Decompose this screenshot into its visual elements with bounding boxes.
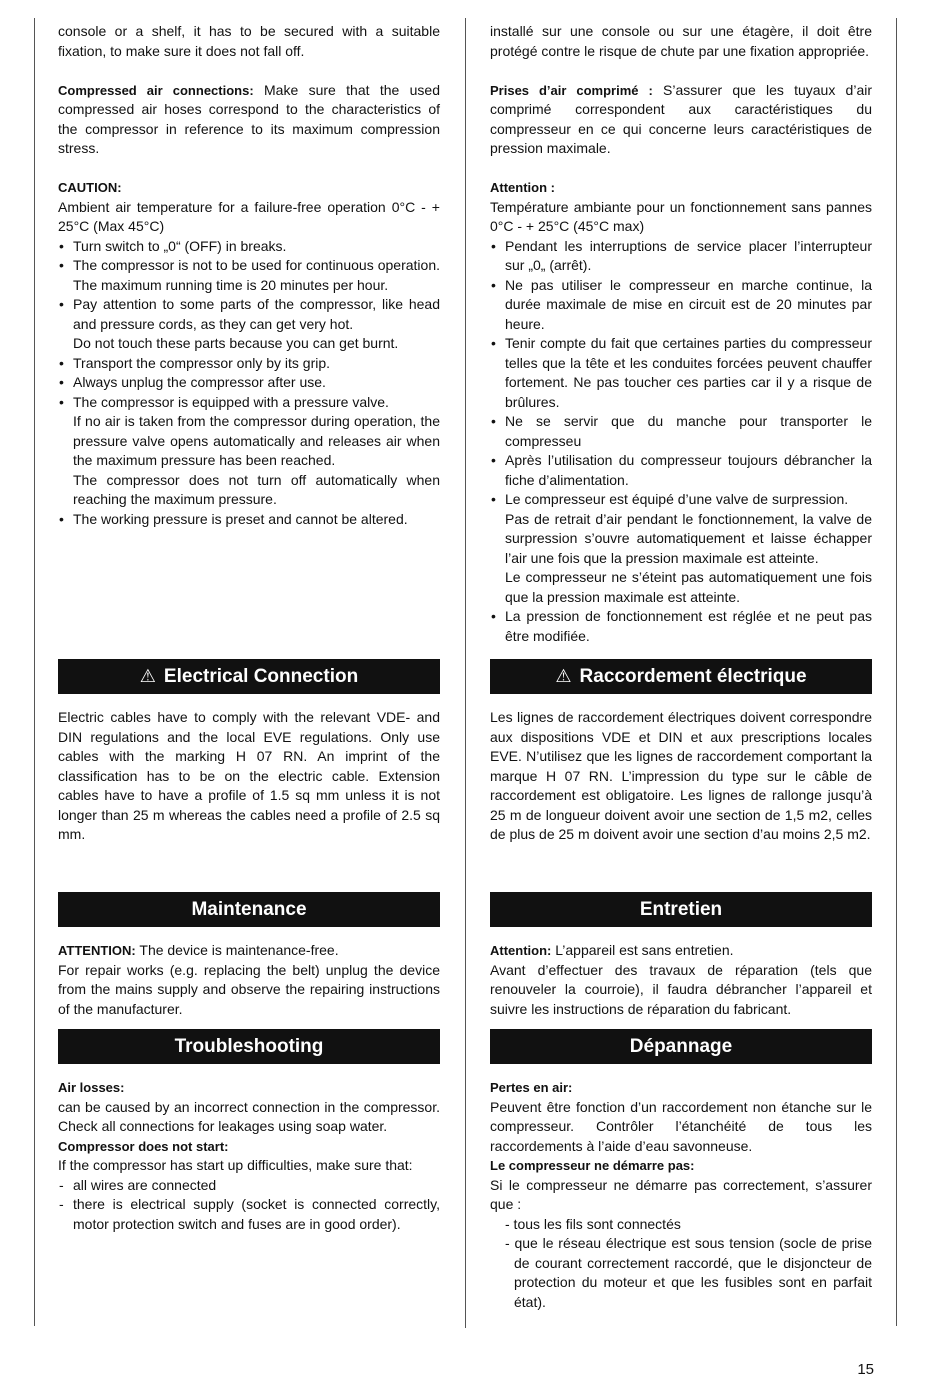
troubleshooting-heading: Troubleshooting [58, 1029, 440, 1064]
list-item: - there is electrical supply (socket is connected correctly, motor protection switch and fuses are in good order). [58, 1195, 440, 1234]
list-item: • Pay attention to some parts of the compressor, like head and pressure cords, as they can get very hot. Do not touch these parts because you can get burnt. [58, 295, 440, 354]
list-item: • Tenir compte du fait que certaines parties du compresseur telles que la tête et les conduites forcées peuvent chauffer fortement. Ne pas toucher ces parties car il y a risque de brûlures. [490, 334, 872, 412]
air-connections-label: Prises d’air comprimé : [490, 82, 653, 98]
list-item: • Après l’utilisation du compresseur toujours débrancher la fiche d’alimentation. [490, 451, 872, 490]
entretien-section [490, 941, 872, 1019]
caution-label: Attention : [490, 180, 555, 195]
caution-list [490, 237, 872, 647]
list-item: • The working pressure is preset and cannot be altered. [58, 510, 440, 530]
list-item: • The compressor is not to be used for continuous operation. The maximum running time is 20 minutes per hour. [58, 256, 440, 295]
raccordement-electrique-heading: ⚠ Raccordement électrique [490, 659, 872, 694]
electrical-connection-section [58, 708, 440, 845]
entretien-heading: Entretien [490, 892, 872, 927]
french-safety-section [490, 22, 872, 646]
warning-triangle-icon: ⚠ [555, 666, 572, 686]
raccordement-electrique-section [490, 708, 872, 845]
no-start-list [58, 1176, 440, 1235]
page-number: 15 [857, 1361, 874, 1378]
caution-label: CAUTION: [58, 180, 122, 195]
list-item: • Turn switch to „0“ (OFF) in breaks. [58, 237, 440, 257]
list-item: • La pression de fonctionnement est réglée et ne peut pas être modifiée. [490, 607, 872, 646]
air-connections-paragraph: Compressed air connections: Make sure that the used compressed air hoses correspond to the characteristics of the compressor in reference to its maximum compression stress. [58, 81, 440, 156]
center-column-rule [465, 18, 466, 1328]
list-item: • Ne pas utiliser le compresseur en marche continue, la durée maximale de mise en circuit est de 20 minutes par heure. [490, 276, 872, 335]
air-losses-text: can be caused by an incorrect connection in the compressor. Check all connections for leakages using soap water. [58, 1098, 440, 1134]
air-connections-paragraph: Prises d’air comprimé : S’assurer que les tuyaux d’air comprimé correspondent aux caractéristiques du compresseur en ce qui concerne leurs caractéristiques de pression maximale. [490, 81, 873, 156]
left-margin-rule [34, 18, 35, 1326]
list-item: - tous les fils sont connectés [505, 1215, 681, 1232]
maintenance-attention: ATTENTION: The device is maintenance-free. [58, 942, 339, 958]
list-item: • Transport the compressor only by its grip. [58, 354, 440, 374]
maintenance-text: Avant d’effectuer des travaux de réparation (tels que renouveler la courroie), il faudra débrancher l’appareil et suivre les instructions de réparation du fabricant. [490, 961, 872, 1017]
right-margin-rule [896, 18, 897, 1326]
caution-text: Température ambiante pour un fonctionnement sans pannes 0°C - + 25°C (45°C max) [490, 198, 872, 234]
intro-text: console or a shelf, it has to be secured with a suitable fixation, to make sure it does not fall off. [58, 23, 440, 59]
no-start-label: Le compresseur ne démarre pas: [490, 1158, 695, 1173]
air-losses-text: Peuvent être fonction d’un raccordement non étanche sur le compresseur. Contrôler l’étanchéité de tous les raccordements à l’aide d’eau savonneuse. [490, 1098, 872, 1154]
maintenance-heading: Maintenance [58, 892, 440, 927]
maintenance-text: For repair works (e.g. replacing the belt) unplug the device from the mains supply and observe the repairing instructions of the manufacturer. [58, 961, 440, 1017]
warning-triangle-icon: ⚠ [139, 666, 156, 686]
no-start-label: Compressor does not start: [58, 1138, 229, 1154]
list-item: - que le réseau électrique est sous tension (socle de prise de courant correctement raccordé, que le disjoncteur de protection du moteur et que les fusibles sont en parfait état). [505, 1235, 872, 1310]
list-item: • Ne se servir que du manche pour transporter le compresseu [490, 412, 872, 451]
list-item: - all wires are connected [58, 1176, 440, 1196]
depannage-section [490, 1078, 872, 1312]
list-item: • Always unplug the compressor after use. [58, 373, 440, 393]
air-losses-label: Pertes en air: [490, 1080, 573, 1095]
maintenance-section [58, 941, 440, 1019]
no-start-list [490, 1215, 872, 1313]
depannage-heading: Dépannage [490, 1029, 872, 1064]
electrical-text: Electric cables have to comply with the relevant VDE- and DIN regulations and the local EVE regulations. Only use cables with the marking H 07 RN. An imprint of the classification has to be on the electric cable. Extension cables have to have a profile of 1.5 sq mm unless it is not longer than 25 m whereas the cables need a profile of 2.5 sq mm. [58, 709, 440, 842]
english-safety-section [58, 22, 440, 529]
maintenance-attention: Attention: L’appareil est sans entretien. [490, 942, 734, 958]
list-item: • The compressor is equipped with a pressure valve. If no air is taken from the compressor during operation, the pressure valve opens automatically and releases air when the maximum pressure has been reached. The compressor does not turn off automatically when reaching the maximum pressure. [58, 393, 440, 510]
no-start-text: Si le compresseur ne démarre pas correctement, s’assurer que : [490, 1176, 872, 1212]
air-losses-label: Air losses: [58, 1080, 125, 1095]
intro-text: installé sur une console ou sur une étagère, il doit être protégé contre le risque de chute par une fixation appropriée. [490, 23, 872, 59]
no-start-text: If the compressor has start up difficulties, make sure that: [58, 1157, 413, 1173]
list-item: • Pendant les interruptions de service placer l’interrupteur sur „0„ (arrêt). [490, 237, 872, 276]
electrical-connection-heading: ⚠ Electrical Connection [58, 659, 440, 694]
caution-text: Ambient air temperature for a failure-free operation 0°C - + 25°C (Max 45°C) [58, 198, 440, 234]
electrical-text: Les lignes de raccordement électriques doivent correspondre aux dispositions VDE et DIN et aux prescriptions locales EVE. N’utilisez que les lignes de raccordement comportant la marque H 07 RN. L’impression du type sur le câble de raccordement est obligatoire. Les lignes de rallonge jusqu’à 25 m de longueur doivent avoir une section de 1,5 m2, celles de plus de 25 m doivent avoir une section d’au moins 2,5 m2. [490, 709, 872, 842]
air-connections-label: Compressed air connections: [58, 82, 254, 98]
list-item: • Le compresseur est équipé d’une valve de surpression. Pas de retrait d’air pendant le fonctionnement, la valve de surpression s’ouvre automatiquement et laisse échapper l’air une fois que la pression maximale est atteinte. Le compresseur ne s’éteint pas automatiquement une fois que la pression maximale est atteinte. [490, 490, 872, 607]
troubleshooting-section [58, 1078, 440, 1234]
caution-list [58, 237, 440, 530]
